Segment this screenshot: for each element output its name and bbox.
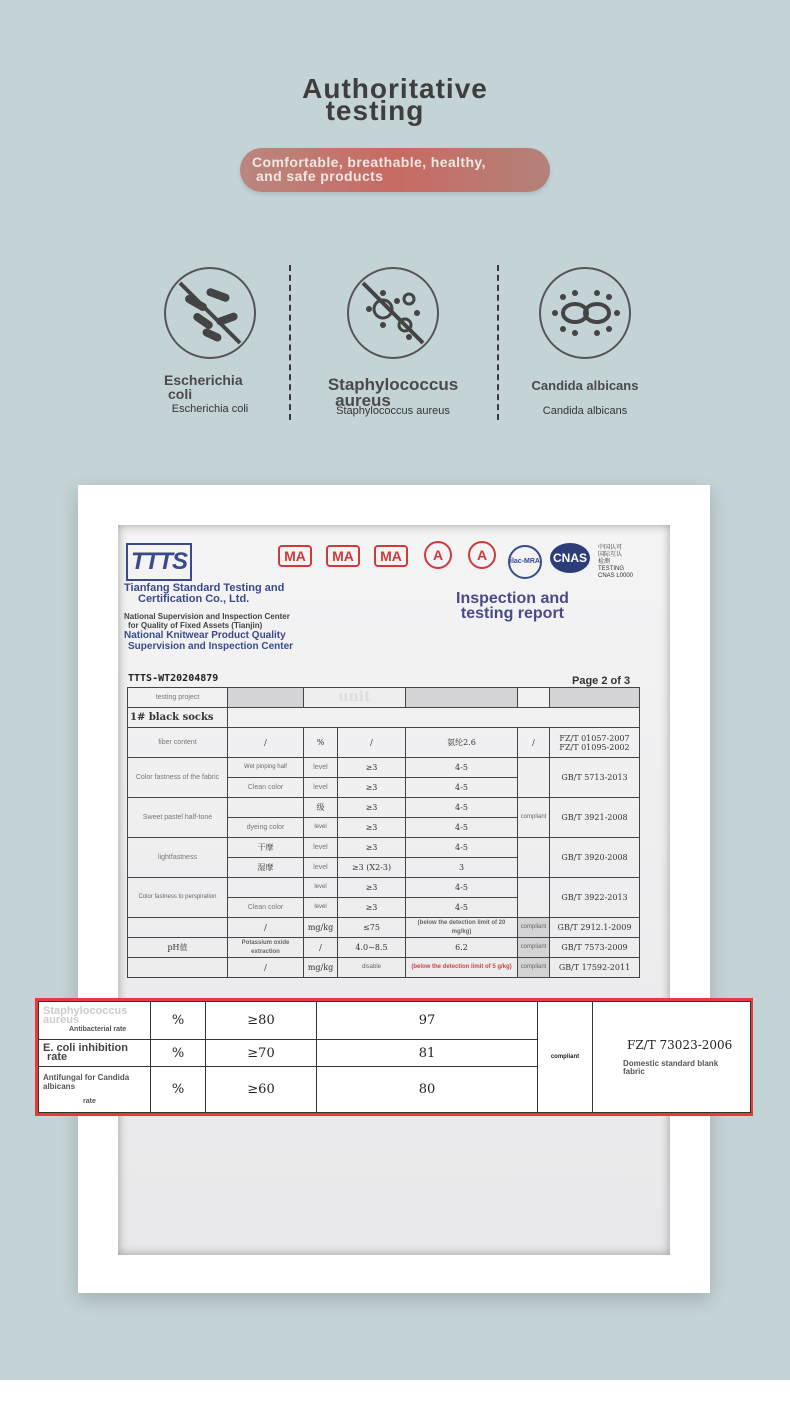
report-table — [127, 687, 640, 978]
report-title-line1: Inspection and — [456, 590, 569, 607]
no-virus-icon — [347, 267, 439, 359]
cnas-text: 中国认可 国际互认 检测 TESTING CNAS L0000 — [598, 545, 634, 579]
org-line4: for Quality of Fixed Assets (Tianjin) — [128, 621, 263, 630]
table-row: lightfastness 干摩 level ≥3 4-5 GB/T 3920-2008 — [128, 838, 640, 858]
tagline-line1: Comfortable, breathable, healthy, — [252, 154, 486, 170]
table-row: Color fastness of the fabric Wet pinping half level ≥3 4-5 GB/T 5713-2013 — [128, 758, 640, 778]
ilac-mra-badge: ilac-MRA — [508, 545, 542, 579]
table-row: 湿摩 level ≥3 (X2-3) 3 — [128, 858, 640, 878]
no-fungus-icon — [539, 267, 631, 359]
hl-row2-result: 81 — [317, 1040, 538, 1067]
org-line2: Certification Co., Ltd. — [138, 593, 250, 605]
table-row: fiber content / % / 氨纶2.6 / FZ/T 01057-2007 FZ/T 01095-2002 — [128, 728, 640, 758]
hl-row3-unit: % — [151, 1067, 206, 1113]
report-paper — [118, 525, 670, 1255]
cnas-logo: CNAS — [550, 543, 590, 573]
hl-row2-name1: E. coli inhibition — [43, 1042, 128, 1055]
cal-stamp-1: A — [424, 541, 452, 569]
report-number: TTTS-WT20204879 — [128, 673, 219, 684]
table-row: / mg/kg ≤75 (below the detection limit of 20 mg/kg) compliant GB/T 2912.1-2009 — [128, 918, 640, 938]
cal-stamp-2: A — [468, 541, 496, 569]
bacteria-item-ecoli — [160, 255, 260, 415]
table-row: Clean color level ≥3 4-5 — [128, 778, 640, 798]
header-unit: unit — [304, 688, 406, 708]
table-header-row — [128, 688, 640, 708]
table-row: Color fastness to perspiration level ≥3 4-5 GB/T 3922-2013 — [128, 878, 640, 898]
bacteria-staph-title1: Staphylococcus — [327, 375, 459, 394]
table-row: pH值 Potassium oxide extraction / 4.0~8.5 6.2 compliant GB/T 7573-2009 — [128, 938, 640, 958]
main-title-line2: testing — [325, 95, 425, 126]
hl-standard-note: Domestic standard blank fabric — [623, 1059, 719, 1076]
hl-row1-unit: % — [151, 1002, 206, 1040]
cma-stamp-1: MA — [278, 545, 312, 567]
hl-verdict: compliant — [538, 1002, 593, 1113]
bacteria-ecoli-subtitle: Escherichia coli — [171, 403, 249, 415]
divider-2 — [497, 265, 499, 420]
no-bacteria-icon — [164, 267, 256, 359]
bacteria-candida-title1: Candida albicans — [531, 378, 639, 393]
main-title — [0, 73, 790, 126]
bottom-strip — [0, 1380, 790, 1407]
bacteria-ecoli-title2: coli — [168, 386, 193, 402]
bacteria-icons-row — [120, 255, 675, 430]
hl-row1-result: 97 — [317, 1002, 538, 1040]
page-number: Page 2 of 3 — [572, 675, 631, 687]
report-title — [456, 591, 569, 621]
organization-info — [124, 583, 293, 652]
hl-row3-name1: Antifungal for Candida albicans — [43, 1073, 130, 1092]
header-testing-project: testing project — [128, 688, 228, 708]
hl-row3-result: 80 — [317, 1067, 538, 1113]
main-title-line1: Authoritative — [302, 73, 488, 104]
hl-standard-code: FZ/T 73023-2006 — [627, 1038, 733, 1052]
tagline-pill — [240, 148, 550, 192]
tagline-line2: and safe products — [256, 168, 384, 184]
hl-row1-name1: Staphylococcus aureus — [43, 1005, 128, 1027]
cma-stamp-3: MA — [374, 545, 408, 567]
bacteria-item-candida — [515, 255, 655, 417]
org-line5: National Knitwear Product Quality — [124, 630, 286, 641]
row-black-socks: 1# black socks — [128, 708, 228, 728]
table-row: Clean color level ≥3 4-5 — [128, 898, 640, 918]
hl-standard — [593, 1002, 751, 1113]
table-row: / mg/kg disable (below the detection limit of 5 g/kg) compliant GB/T 17592-2011 — [128, 958, 640, 978]
divider-1 — [289, 265, 291, 420]
antibacterial-table — [38, 1001, 751, 1113]
bacteria-ecoli-title1: Escherichia — [164, 372, 243, 388]
report-title-line2: testing report — [460, 605, 565, 622]
hl-row2-name2: rate — [47, 1051, 68, 1064]
certificate-frame — [78, 485, 710, 1293]
bacteria-candida-subtitle: Candida albicans — [542, 405, 628, 417]
org-line3: National Supervision and Inspection Center — [124, 612, 290, 621]
tts-logo: TTTS — [126, 543, 192, 581]
hl-row3-name2: rate — [83, 1098, 96, 1106]
hl-row3-req: ≥60 — [206, 1067, 317, 1113]
org-line1: Tianfang Standard Testing and — [124, 582, 285, 594]
table-row-black-socks — [128, 708, 640, 728]
hl-row1-req: ≥80 — [206, 1002, 317, 1040]
hl-row2-req: ≥70 — [206, 1040, 317, 1067]
org-line6: Supervision and Inspection Center — [128, 641, 294, 652]
table-row: dyeing color level ≥3 4-5 — [128, 818, 640, 838]
bacteria-staph-title2: aureus — [335, 391, 391, 410]
bacteria-staph-subtitle: Staphylococcus aureus — [336, 405, 450, 417]
hl-row2-unit: % — [151, 1040, 206, 1067]
table-row: Sweet pastel half-tone 级 ≥3 4-5 compliant GB/T 3921-2008 — [128, 798, 640, 818]
cma-stamp-2: MA — [326, 545, 360, 567]
table-row — [39, 1002, 751, 1040]
hl-row1-name2: Antibacterial rate — [69, 1026, 127, 1034]
bacteria-item-staph — [308, 255, 478, 417]
antibacterial-highlight-box — [35, 998, 753, 1116]
